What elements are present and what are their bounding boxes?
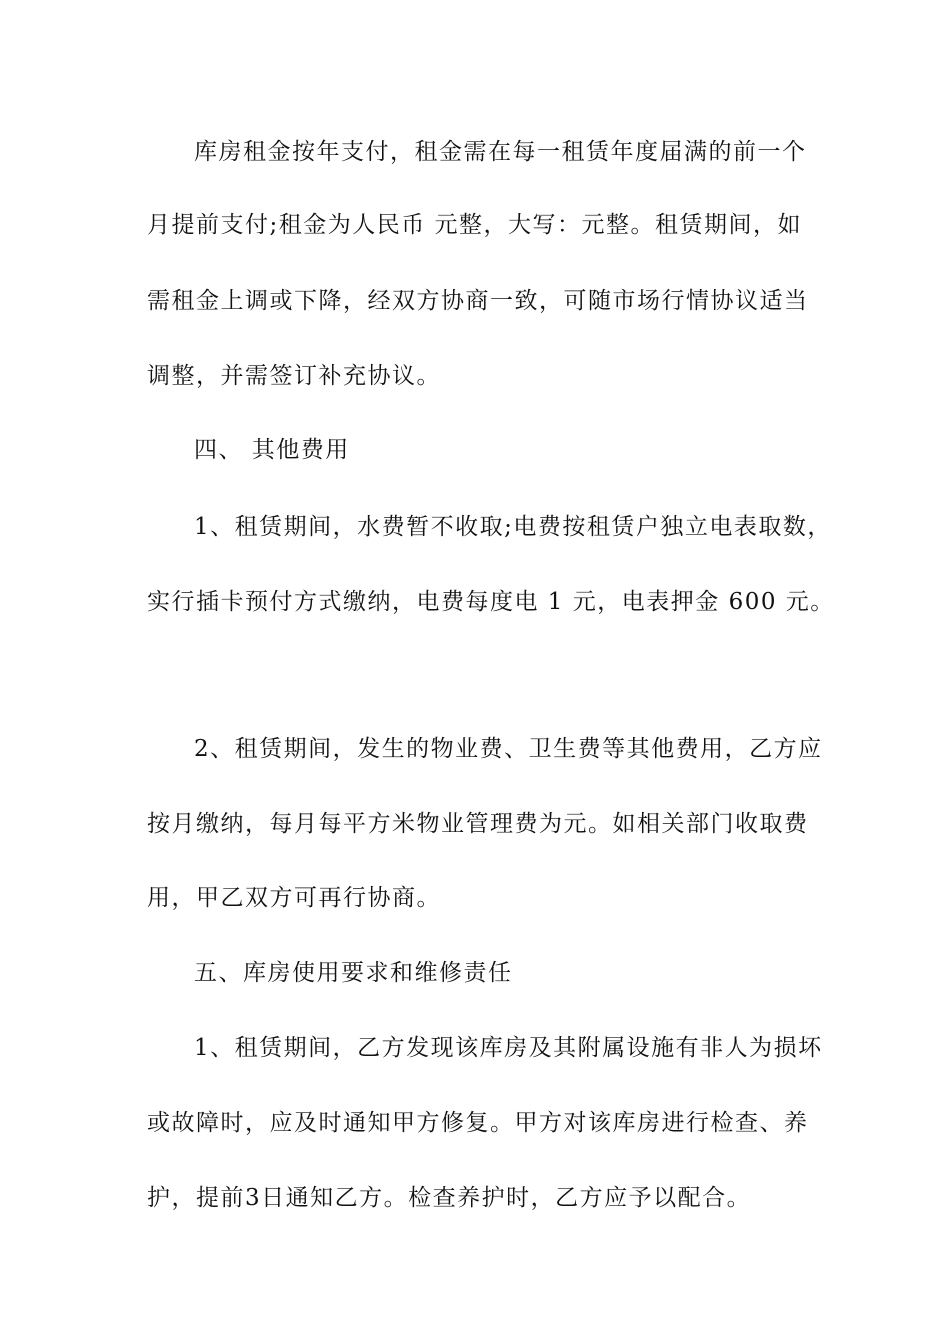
section-heading: 五、库房使用要求和维修责任 (194, 960, 513, 986)
paragraph-line: 1、租赁期间，水费暂不收取;电费按租赁户独立电表取数， (194, 514, 832, 540)
paragraph-line: 护，提前3日通知乙方。检查养护时，乙方应予以配合。 (147, 1185, 752, 1211)
paragraph-line: 2、租赁期间，发生的物业费、卫生费等其他费用，乙方应 (194, 736, 823, 762)
paragraph-line: 调整，并需签订补充协议。 (147, 363, 441, 389)
paragraph-line: 月提前支付;租金为人民币 元整，大写：元整。租赁期间，如 (147, 212, 803, 238)
section-heading: 四、 其他费用 (194, 437, 350, 463)
paragraph-line: 或故障时，应及时通知甲方修复。甲方对该库房进行检查、养 (147, 1110, 809, 1136)
paragraph-line: 需租金上调或下降，经双方协商一致，可随市场行情协议适当 (147, 288, 809, 314)
paragraph-line: 用，甲乙双方可再行协商。 (147, 885, 441, 911)
paragraph-line: 库房租金按年支付，租金需在每一租赁年度届满的前一个 (194, 139, 807, 165)
paragraph-line: 1、租赁期间，乙方发现该库房及其附属设施有非人为损坏 (194, 1035, 823, 1061)
paragraph-line: 实行插卡预付方式缴纳，电费每度电 1 元，电表押金 600 元。 (147, 589, 835, 615)
paragraph-line: 按月缴纳，每月每平方米物业管理费为元。如相关部门收取费 (147, 811, 809, 837)
